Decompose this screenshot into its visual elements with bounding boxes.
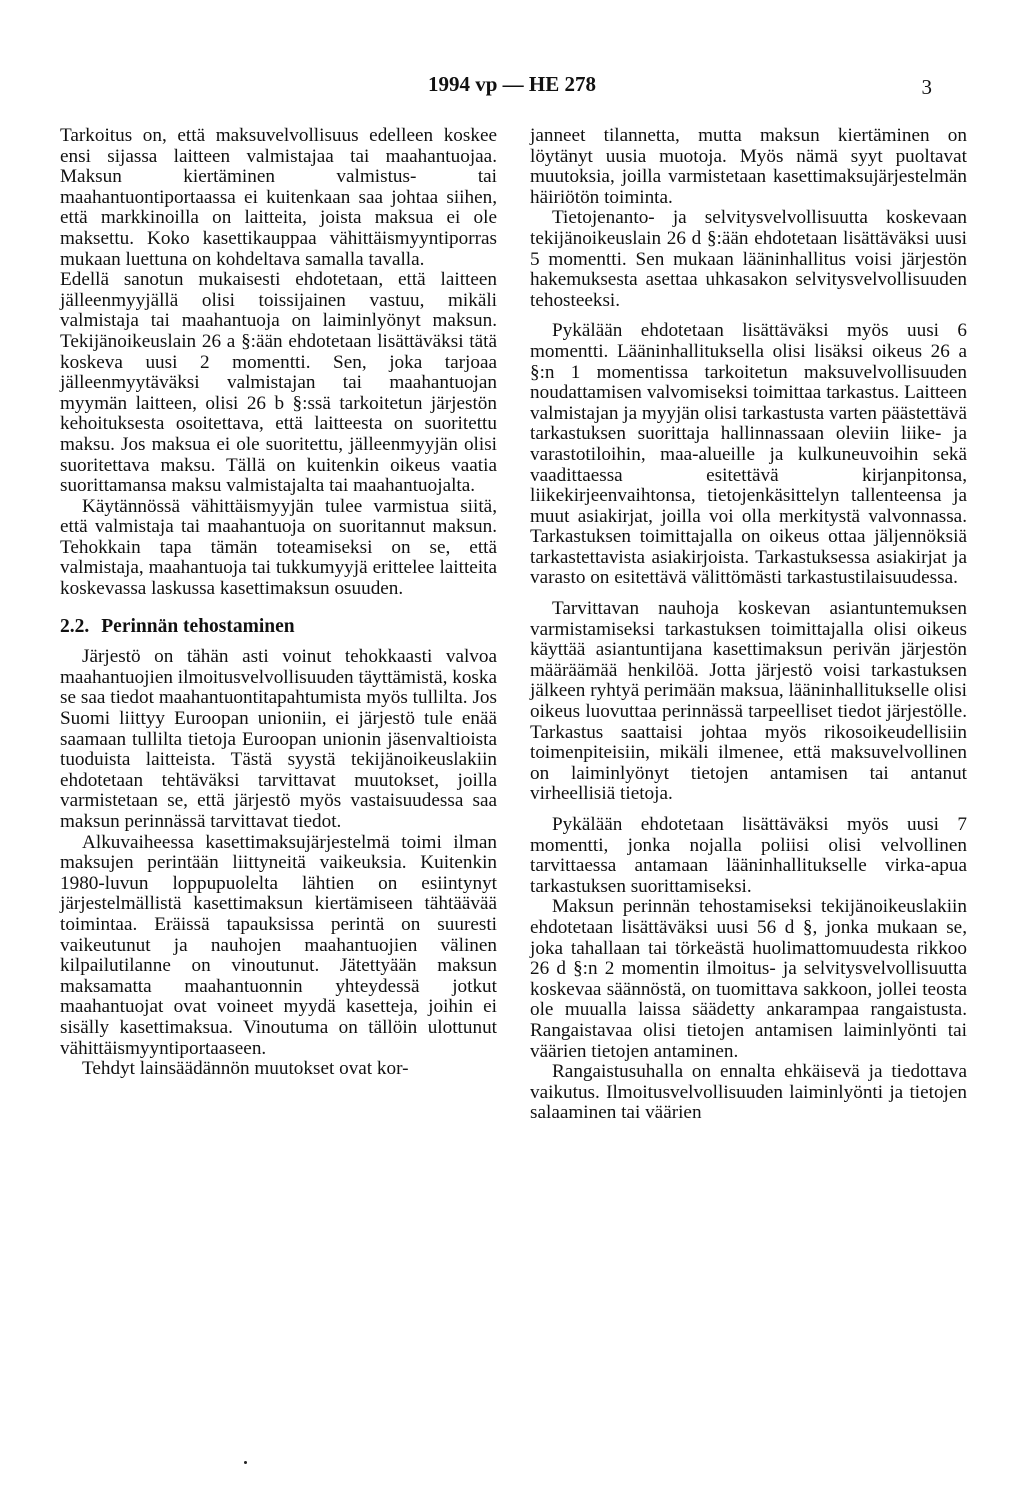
- paragraph: Tehdyt lainsäädännön muutokset ovat kor-: [82, 1058, 409, 1080]
- paragraph: Tietojenanto- ja selvitysvelvollisuutta koskevaan tekijänoikeuslain 26 d §:ään ehdotetaan lisättäväksi uusi 5 momentti. Sen mukaan lääninhallitus voisi järjestön hakemuksesta asettaa uhkasakon selvitysvelvollisuuden tehosteeksi.: [530, 207, 967, 311]
- paragraph: Järjestö on tähän asti voinut tehokkaasti valvoa maahantuojien ilmoitusvelvollisuuden täyttämistä, koska se saa tiedot maahantuontitapahtumista myös tullilta. Jos Suomi liittyy Euroopan unioniin, ei järjestö tule enää saamaan tullilta tietoja Euroopan unionin jäsenvaltioista tuoduista laitteista. Tästä syystä tekijänoikeuslakiin ehdotetaan tehtäväksi tarvittavat muutokset, joilla varmistetaan se, että järjestö myös vastaisuudessa saa maksun perinnässä tarvittavat tiedot.: [60, 646, 497, 832]
- paragraph: janneet tilannetta, mutta maksun kiertäminen on löytänyt uusia muotoja. Myös nämä syyt puoltavat muutoksia, joilla varmistetaan kasettimaksujärjestelmän häiriötön toiminta.: [530, 125, 967, 208]
- paragraph: Käytännössä vähittäismyyjän tulee varmistua siitä, että valmistaja tai maahantuoja on suoritannut maksun. Tehokkain tapa tämän toteamiseksi on se, että valmistaja, maahantuoja tai tukkumyyjä erittelee laitteita koskevassa laskussa kasettimaksun osuuden.: [60, 495, 497, 600]
- paragraph: Rangaistusuhalla on ennalta ehkäisevä ja tiedottava vaikutus. Ilmoitusvelvollisuuden laiminlyönti ja tietojen salaaminen tai väärien: [530, 1061, 967, 1124]
- paragraph: Alkuvaiheessa kasettimaksujärjestelmä toimi ilman maksujen perintään liittyneitä vaikeuksia. Kuitenkin 1980-luvun loppupuolelta lähtien on esiintynyt järjestelmällistä kasettimaksun kiertämiseen tähtäävää toimintaa. Eräissä tapauksissa perintä on suuresti vaikeutunut ja nauhojen maahantuojien välinen kilpailutilanne on vinoutunut. Jätettyään maksun maksamatta maahantuonnin yhteydessä jotkut maahantuojat ovat voineet myydä kasetteja, joihin ei sisälly kasettimaksua. Vinoutuma on tällöin ulottunut vähittäismyyntiportaaseen.: [60, 831, 497, 1059]
- section-number: 2.2.: [60, 615, 90, 637]
- paragraph: Pykälään ehdotetaan lisättäväksi myös uusi 6 momentti. Lääninhallituksella olisi lisäksi oikeus 26 a §:n 1 momentissa tarkoitetun maksuvelvollisuuden noudattamisen valvomiseksi toimittaa tarkastus. Laitteen valmistajan ja myyjän olisi tarkastusta varten päästettävä tarkastuksen suorittaja hallinnassaan oleviin liike- ja varastotiloihin, maa-alueille ja kulkuneuvoihin sekä vaadittaessa esitettävä kirjanpitonsa, liikekirjeenvaihtonsa, tietojenkäsittelyn tallenteensa ja muut asiakirjat, joilla voi olla merkitystä valvonnassa. Tarkastuksen toimittajalla on oikeus ottaa jäljennöksiä tarkastettavista asiakirjoista. Tarkastuksessa asiakirjat ja varasto on esitettävä välittömästi tarkastustilaisuudessa.: [530, 320, 967, 589]
- section-title: Perinnän tehostaminen: [101, 615, 295, 637]
- page-header: [0, 72, 1024, 108]
- paragraph: Pykälään ehdotetaan lisättäväksi myös uusi 7 momentti, jonka nojalla poliisi olisi velvollinen tarvittaessa antamaan lääninhallitukselle virka-apua tarkastuksen suorittamiseksi.: [530, 814, 967, 897]
- section-heading: [60, 617, 497, 638]
- page-number: 3: [921, 75, 932, 99]
- document-reference: 1994 vp — HE 278: [427, 72, 597, 96]
- left-column: [60, 126, 497, 1080]
- paragraph: Edellä sanotun mukaisesti ehdotetaan, että laitteen jälleenmyyjällä olisi toissijainen vastuu, mikäli valmistaja tai maahantuoja on laiminlyönyt maksun. Tekijänoikeuslain 26 a §:ään ehdotetaan lisättäväksi tätä koskeva uusi 2 momentti. Sen, joka tarjoaa jälleenmyytäväksi valmistajan tai maahantuojan myymän laitteen, olisi 26 b §:ssä tarkoitetun järjestön kehoituksesta osoitettava, että laitteesta on suoritettu maksu. Jos maksua ei ole suoritettu, jälleenmyyjän olisi suoritettava maksu. Tällä on kuitenkin oikeus vaatia suorittamansa maksu valmistajalta tai maahantuojalta.: [60, 269, 497, 497]
- right-column: [530, 126, 967, 1124]
- paragraph: Tarvittavan nauhoja koskevan asiantuntemuksen varmistamiseksi tarkastuksen toimittajalla olisi oikeus käyttää asiantuntijana kasettimaksun perivän järjestön määräämää henkilöä. Jotta järjestö voisi tarkastuksen jälkeen ryhtyä perimään maksua, lääninhallitukselle olisi oikeus luovuttaa perinnässä tarpeelliset tiedot järjestölle. Tarkastus saattaisi johtaa myös rikosoikeudellisiin toimenpiteisiin, mikäli ilmenee, että maksuvelvollinen on laiminlyönyt tietojen antamisen tai antanut virheellisiä tietoja.: [530, 598, 967, 805]
- paragraph: Maksun perinnän tehostamiseksi tekijänoikeuslakiin ehdotetaan lisättäväksi uusi 56 d §, jonka mukaan se, joka tahallaan tai törkeästä huolimattomuudesta rikkoo 26 d §:n 2 momentin ilmoitus- ja selvitysvelvollisuutta koskevaa säännöstä, on tuomittava sakkoon, jollei teosta ole muualla laissa säädetty ankarampaa rangaistusta. Rangaistavaa olisi tietojen antamisen laiminlyönti tai väärien tietojen antaminen.: [530, 896, 967, 1062]
- paragraph: Tarkoitus on, että maksuvelvollisuus edelleen koskee ensi sijassa laitteen valmistajaa tai maahantuojaa. Maksun kiertäminen valmistus- tai maahantuontiportaassa ei kuitenkaan saa johtaa siihen, että markkinoilla on laitteita, joista maksua ei ole maksettu. Koko kasettikauppaa vähittäismyyntiporras mukaan luettuna on kohdeltava samalla tavalla.: [60, 125, 497, 270]
- scan-speck: [244, 1461, 247, 1464]
